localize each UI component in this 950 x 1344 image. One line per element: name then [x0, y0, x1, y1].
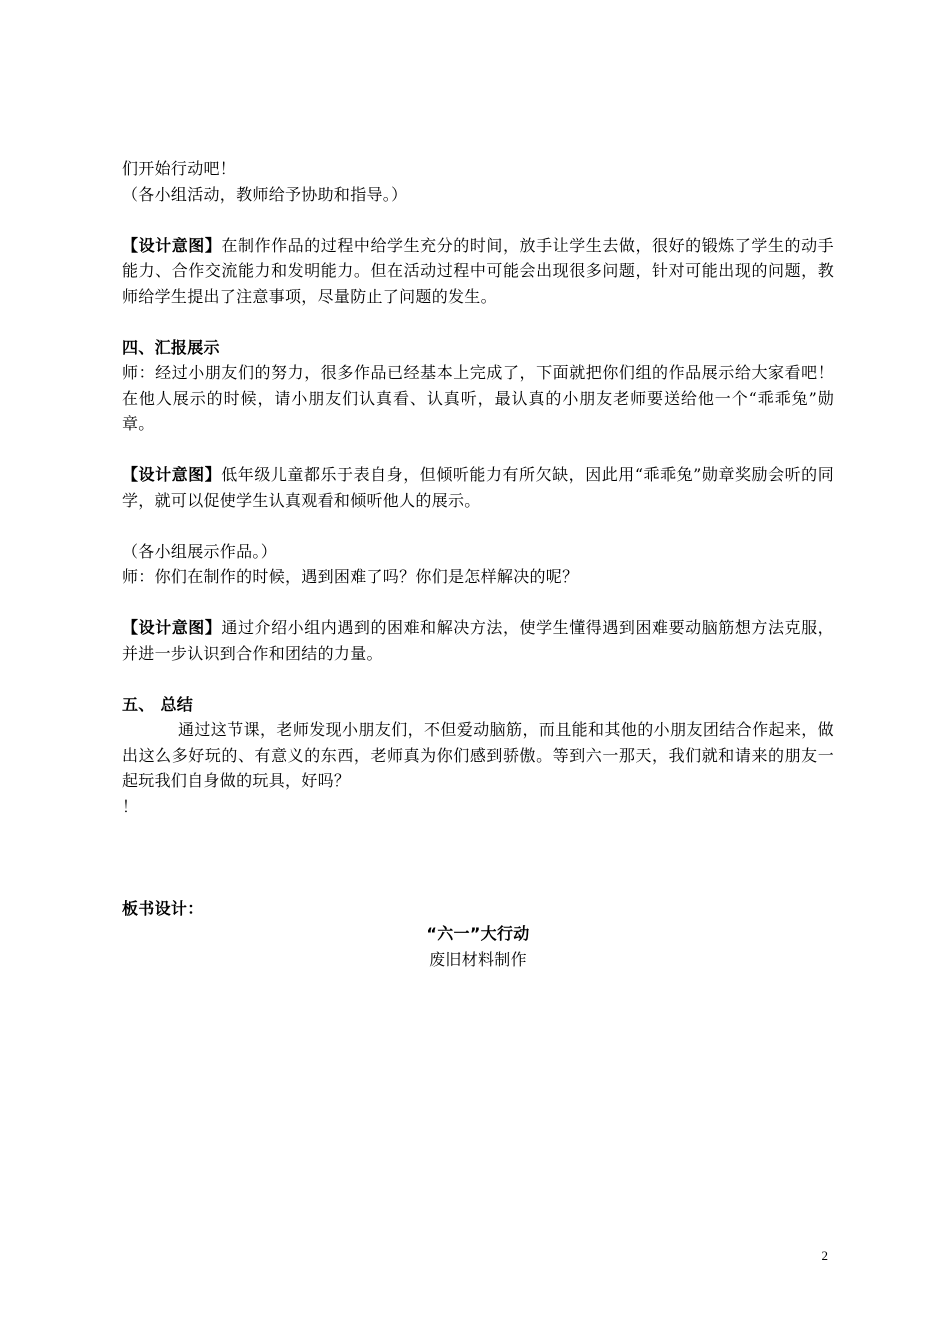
blank-line — [122, 845, 834, 871]
design-intent-text: 在制作作品的过程中给学生充分的时间，放手让学生去做，很好的锻炼了学生的动手能力、合作交流能力和发明能力。但在活动过程中可能会出现很多问题，针对可能出现的问题，教师给学生提出了注意事项，尽量防止了问题的发生。 — [122, 235, 834, 306]
design-intent-text: 通过介绍小组内遇到的困难和解决方法，使学生懂得遇到困难要动脑筋想方法克服，并进一步认识到合作和团结的力量。 — [122, 618, 834, 663]
paragraph-continuation: 们开始行动吧！ — [122, 159, 237, 178]
paragraph-teacher-speech-2: 师：你们在制作的时候，遇到困难了吗？你们是怎样解决的呢？ — [122, 567, 579, 586]
blank-line — [122, 207, 834, 233]
paragraph-design-intent-3 — [122, 615, 834, 666]
paragraph-display-note: （各小组展示作品。） — [122, 541, 278, 561]
design-intent-label: 【设计意图】 — [122, 235, 222, 255]
paragraph-design-intent-2 — [122, 462, 834, 513]
blank-line — [122, 309, 834, 335]
paragraph-activity-note: （各小组活动，教师给予协助和指导。） — [122, 184, 408, 204]
blank-line — [122, 870, 834, 896]
blank-line — [122, 590, 834, 616]
page-content — [122, 156, 834, 972]
blank-line — [122, 666, 834, 692]
paragraph-summary: 通过这节课，老师发现小朋友们，不但爱动脑筋，而且能和其他的小朋友团结合作起来，做出这么多好玩的、有意义的东西，老师真为你们感到骄傲。等到六一那天，我们就和请来的朋友一起玩我们自身做的玩具，好吗？ — [122, 720, 834, 790]
design-intent-text: 低年级儿童都乐于表自身，但倾听能力有所欠缺，因此用“乖乖兔”勋章奖励会听的同学，就可以促使学生认真观看和倾听他人的展示。 — [122, 465, 834, 510]
section-heading-summary: 五、 总结 — [122, 694, 194, 714]
board-line-sub: 废旧材料制作 — [429, 949, 527, 969]
section-heading-report: 四、汇报展示 — [122, 337, 220, 357]
blank-line — [122, 513, 834, 539]
paragraph-design-intent-1 — [122, 233, 834, 310]
blank-line — [122, 819, 834, 845]
design-intent-label: 【设计意图】 — [122, 465, 222, 484]
design-intent-label: 【设计意图】 — [122, 618, 222, 637]
board-line-main: “六一”大行动 — [426, 924, 530, 943]
blank-line — [122, 437, 834, 463]
paragraph-teacher-speech-1: 师：经过小朋友们的努力，很多作品已经基本上完成了，下面就把你们组的作品展示给大家看吧！在他人展示的时候，请小朋友们认真看、认真听，最认真的小朋友老师要送给他一个“乖乖兔”勋章。 — [122, 363, 834, 433]
page-number: 2 — [821, 1248, 828, 1263]
board-design-title: 板书设计： — [122, 898, 204, 918]
paragraph-exclamation: ！ — [122, 796, 139, 816]
